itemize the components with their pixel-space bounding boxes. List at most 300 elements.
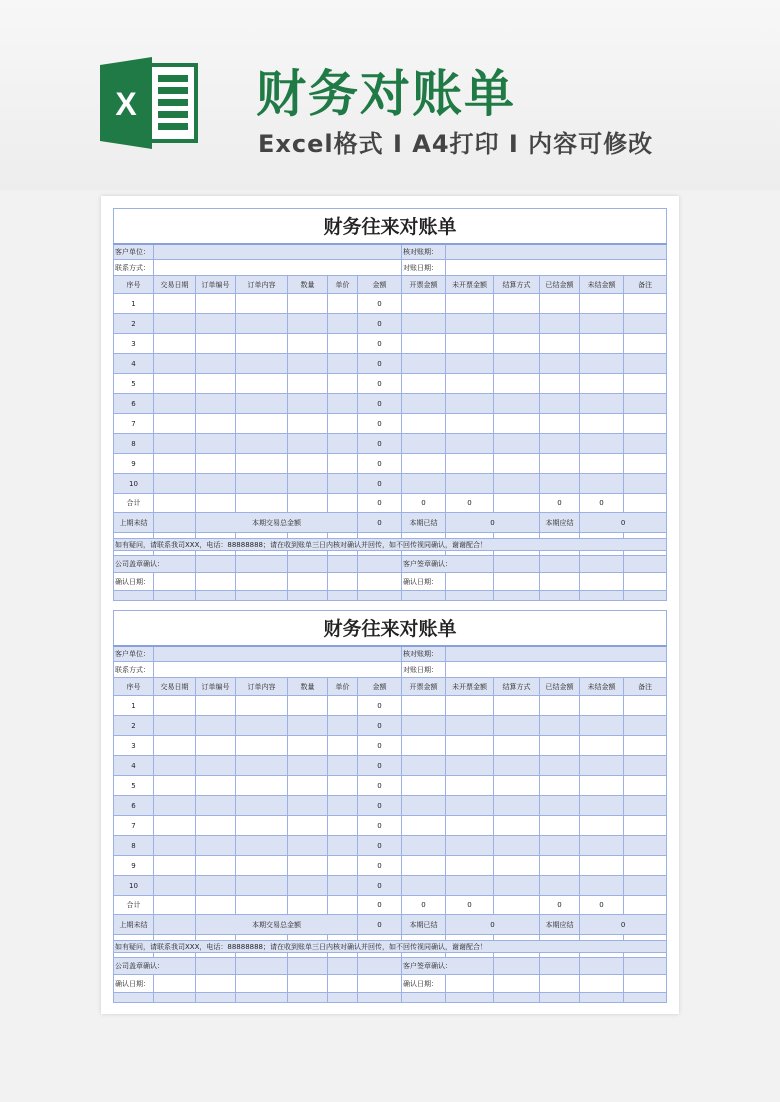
empty-cell[interactable]: [540, 776, 580, 796]
empty-cell[interactable]: [540, 796, 580, 816]
empty-cell[interactable]: [236, 876, 288, 896]
empty-cell[interactable]: [580, 796, 624, 816]
empty-cell[interactable]: [540, 374, 580, 394]
empty-cell[interactable]: [580, 736, 624, 756]
date-field[interactable]: [446, 662, 667, 678]
empty-cell[interactable]: [328, 374, 358, 394]
empty-cell[interactable]: [154, 354, 196, 374]
empty-cell[interactable]: [288, 856, 328, 876]
empty-cell[interactable]: [236, 836, 288, 856]
empty-cell[interactable]: [328, 434, 358, 454]
empty-cell[interactable]: [494, 314, 540, 334]
empty-cell[interactable]: [236, 314, 288, 334]
empty-cell[interactable]: [624, 836, 667, 856]
empty-cell[interactable]: [580, 354, 624, 374]
empty-cell[interactable]: [624, 696, 667, 716]
empty-cell[interactable]: [154, 816, 196, 836]
empty-cell[interactable]: [328, 556, 358, 573]
empty-cell[interactable]: [446, 876, 494, 896]
empty-cell[interactable]: [288, 836, 328, 856]
empty-cell[interactable]: [540, 314, 580, 334]
empty-cell[interactable]: [236, 736, 288, 756]
period-field[interactable]: [446, 646, 667, 662]
empty-cell[interactable]: [580, 756, 624, 776]
period-field[interactable]: [446, 244, 667, 260]
empty-cell[interactable]: [494, 696, 540, 716]
empty-cell[interactable]: [540, 354, 580, 374]
empty-cell[interactable]: [580, 573, 624, 591]
empty-cell[interactable]: [328, 494, 358, 513]
empty-cell[interactable]: [196, 374, 236, 394]
empty-cell[interactable]: [540, 958, 580, 975]
empty-cell[interactable]: [328, 816, 358, 836]
empty-cell[interactable]: [236, 856, 288, 876]
empty-cell[interactable]: [494, 294, 540, 314]
empty-cell[interactable]: [402, 591, 446, 601]
empty-cell[interactable]: [494, 836, 540, 856]
empty-cell[interactable]: [540, 573, 580, 591]
empty-cell[interactable]: [580, 374, 624, 394]
empty-cell[interactable]: [154, 454, 196, 474]
empty-cell[interactable]: [236, 414, 288, 434]
empty-cell[interactable]: [328, 836, 358, 856]
empty-cell[interactable]: [446, 454, 494, 474]
empty-cell[interactable]: [154, 394, 196, 414]
empty-cell[interactable]: [114, 993, 154, 1003]
empty-cell[interactable]: [358, 573, 402, 591]
empty-cell[interactable]: [288, 716, 328, 736]
empty-cell[interactable]: [494, 736, 540, 756]
empty-cell[interactable]: [446, 334, 494, 354]
empty-cell[interactable]: [358, 591, 402, 601]
empty-cell[interactable]: [154, 374, 196, 394]
empty-cell[interactable]: [446, 756, 494, 776]
empty-cell[interactable]: [196, 756, 236, 776]
empty-cell[interactable]: [446, 716, 494, 736]
empty-cell[interactable]: [624, 796, 667, 816]
empty-cell[interactable]: [402, 716, 446, 736]
empty-cell[interactable]: [540, 591, 580, 601]
empty-cell[interactable]: [154, 474, 196, 494]
empty-cell[interactable]: [196, 716, 236, 736]
empty-cell[interactable]: [236, 958, 288, 975]
empty-cell[interactable]: [446, 294, 494, 314]
empty-cell[interactable]: [494, 796, 540, 816]
empty-cell[interactable]: [288, 736, 328, 756]
empty-cell[interactable]: [624, 736, 667, 756]
empty-cell[interactable]: [624, 334, 667, 354]
empty-cell[interactable]: [624, 896, 667, 915]
empty-cell[interactable]: [624, 856, 667, 876]
empty-cell[interactable]: [402, 756, 446, 776]
empty-cell[interactable]: [154, 856, 196, 876]
empty-cell[interactable]: [288, 696, 328, 716]
empty-cell[interactable]: [288, 294, 328, 314]
empty-cell[interactable]: [580, 454, 624, 474]
empty-cell[interactable]: [540, 414, 580, 434]
empty-cell[interactable]: [494, 354, 540, 374]
empty-cell[interactable]: [540, 993, 580, 1003]
empty-cell[interactable]: [446, 474, 494, 494]
empty-cell[interactable]: [580, 836, 624, 856]
empty-cell[interactable]: [328, 696, 358, 716]
empty-cell[interactable]: [494, 374, 540, 394]
empty-cell[interactable]: [236, 993, 288, 1003]
empty-cell[interactable]: [154, 294, 196, 314]
empty-cell[interactable]: [196, 816, 236, 836]
empty-cell[interactable]: [196, 836, 236, 856]
contact-field[interactable]: [154, 260, 402, 276]
empty-cell[interactable]: [580, 816, 624, 836]
empty-cell[interactable]: [328, 756, 358, 776]
empty-cell[interactable]: [540, 696, 580, 716]
empty-cell[interactable]: [154, 836, 196, 856]
empty-cell[interactable]: [328, 975, 358, 993]
empty-cell[interactable]: [288, 591, 328, 601]
empty-cell[interactable]: [540, 756, 580, 776]
empty-cell[interactable]: [540, 294, 580, 314]
empty-cell[interactable]: [154, 573, 196, 591]
empty-cell[interactable]: [196, 993, 236, 1003]
empty-cell[interactable]: [358, 975, 402, 993]
empty-cell[interactable]: [236, 556, 288, 573]
empty-cell[interactable]: [446, 975, 494, 993]
empty-cell[interactable]: [328, 716, 358, 736]
empty-cell[interactable]: [624, 591, 667, 601]
empty-cell[interactable]: [328, 354, 358, 374]
empty-cell[interactable]: [624, 474, 667, 494]
empty-cell[interactable]: [288, 374, 328, 394]
empty-cell[interactable]: [154, 494, 196, 513]
customer-field[interactable]: [154, 244, 402, 260]
empty-cell[interactable]: [288, 756, 328, 776]
empty-cell[interactable]: [328, 414, 358, 434]
empty-cell[interactable]: [540, 556, 580, 573]
empty-cell[interactable]: [446, 434, 494, 454]
empty-cell[interactable]: [446, 816, 494, 836]
empty-cell[interactable]: [580, 856, 624, 876]
empty-cell[interactable]: [494, 434, 540, 454]
empty-cell[interactable]: [624, 876, 667, 896]
empty-cell[interactable]: [494, 716, 540, 736]
empty-cell[interactable]: [328, 314, 358, 334]
empty-cell[interactable]: [196, 573, 236, 591]
empty-cell[interactable]: [154, 915, 196, 935]
empty-cell[interactable]: [288, 573, 328, 591]
empty-cell[interactable]: [196, 876, 236, 896]
empty-cell[interactable]: [540, 816, 580, 836]
empty-cell[interactable]: [288, 394, 328, 414]
empty-cell[interactable]: [580, 334, 624, 354]
empty-cell[interactable]: [494, 816, 540, 836]
empty-cell[interactable]: [288, 494, 328, 513]
empty-cell[interactable]: [402, 334, 446, 354]
empty-cell[interactable]: [154, 896, 196, 915]
empty-cell[interactable]: [624, 573, 667, 591]
empty-cell[interactable]: [540, 434, 580, 454]
empty-cell[interactable]: [624, 494, 667, 513]
empty-cell[interactable]: [446, 736, 494, 756]
empty-cell[interactable]: [328, 394, 358, 414]
empty-cell[interactable]: [154, 696, 196, 716]
empty-cell[interactable]: [446, 856, 494, 876]
empty-cell[interactable]: [446, 573, 494, 591]
empty-cell[interactable]: [540, 975, 580, 993]
empty-cell[interactable]: [580, 414, 624, 434]
empty-cell[interactable]: [446, 354, 494, 374]
empty-cell[interactable]: [328, 776, 358, 796]
empty-cell[interactable]: [154, 716, 196, 736]
empty-cell[interactable]: [154, 756, 196, 776]
empty-cell[interactable]: [196, 454, 236, 474]
empty-cell[interactable]: [494, 414, 540, 434]
empty-cell[interactable]: [580, 294, 624, 314]
empty-cell[interactable]: [540, 716, 580, 736]
empty-cell[interactable]: [236, 756, 288, 776]
empty-cell[interactable]: [328, 294, 358, 314]
empty-cell[interactable]: [154, 314, 196, 334]
empty-cell[interactable]: [154, 334, 196, 354]
empty-cell[interactable]: [624, 756, 667, 776]
empty-cell[interactable]: [236, 354, 288, 374]
empty-cell[interactable]: [624, 414, 667, 434]
empty-cell[interactable]: [446, 591, 494, 601]
empty-cell[interactable]: [494, 556, 540, 573]
empty-cell[interactable]: [288, 314, 328, 334]
empty-cell[interactable]: [196, 896, 236, 915]
empty-cell[interactable]: [328, 958, 358, 975]
empty-cell[interactable]: [154, 414, 196, 434]
empty-cell[interactable]: [288, 414, 328, 434]
empty-cell[interactable]: [494, 494, 540, 513]
empty-cell[interactable]: [328, 736, 358, 756]
empty-cell[interactable]: [494, 756, 540, 776]
empty-cell[interactable]: [154, 796, 196, 816]
empty-cell[interactable]: [624, 556, 667, 573]
empty-cell[interactable]: [236, 374, 288, 394]
empty-cell[interactable]: [624, 776, 667, 796]
empty-cell[interactable]: [624, 394, 667, 414]
empty-cell[interactable]: [402, 294, 446, 314]
empty-cell[interactable]: [540, 876, 580, 896]
empty-cell[interactable]: [236, 975, 288, 993]
empty-cell[interactable]: [358, 556, 402, 573]
empty-cell[interactable]: [402, 414, 446, 434]
empty-cell[interactable]: [196, 591, 236, 601]
empty-cell[interactable]: [494, 876, 540, 896]
empty-cell[interactable]: [236, 434, 288, 454]
empty-cell[interactable]: [358, 958, 402, 975]
empty-cell[interactable]: [154, 434, 196, 454]
empty-cell[interactable]: [288, 796, 328, 816]
empty-cell[interactable]: [288, 776, 328, 796]
empty-cell[interactable]: [288, 434, 328, 454]
empty-cell[interactable]: [540, 736, 580, 756]
empty-cell[interactable]: [580, 716, 624, 736]
empty-cell[interactable]: [328, 896, 358, 915]
empty-cell[interactable]: [540, 836, 580, 856]
empty-cell[interactable]: [494, 454, 540, 474]
empty-cell[interactable]: [236, 334, 288, 354]
empty-cell[interactable]: [624, 816, 667, 836]
empty-cell[interactable]: [328, 796, 358, 816]
empty-cell[interactable]: [196, 494, 236, 513]
empty-cell[interactable]: [494, 958, 540, 975]
empty-cell[interactable]: [402, 776, 446, 796]
empty-cell[interactable]: [580, 556, 624, 573]
empty-cell[interactable]: [624, 374, 667, 394]
empty-cell[interactable]: [288, 958, 328, 975]
empty-cell[interactable]: [540, 856, 580, 876]
empty-cell[interactable]: [624, 993, 667, 1003]
empty-cell[interactable]: [196, 736, 236, 756]
empty-cell[interactable]: [154, 876, 196, 896]
empty-cell[interactable]: [580, 958, 624, 975]
empty-cell[interactable]: [328, 993, 358, 1003]
empty-cell[interactable]: [494, 334, 540, 354]
empty-cell[interactable]: [446, 796, 494, 816]
empty-cell[interactable]: [236, 896, 288, 915]
empty-cell[interactable]: [236, 816, 288, 836]
empty-cell[interactable]: [236, 454, 288, 474]
empty-cell[interactable]: [580, 591, 624, 601]
empty-cell[interactable]: [236, 696, 288, 716]
empty-cell[interactable]: [580, 993, 624, 1003]
empty-cell[interactable]: [624, 294, 667, 314]
empty-cell[interactable]: [328, 876, 358, 896]
empty-cell[interactable]: [196, 334, 236, 354]
empty-cell[interactable]: [236, 394, 288, 414]
empty-cell[interactable]: [446, 314, 494, 334]
empty-cell[interactable]: [580, 975, 624, 993]
empty-cell[interactable]: [580, 314, 624, 334]
empty-cell[interactable]: [196, 434, 236, 454]
empty-cell[interactable]: [196, 294, 236, 314]
empty-cell[interactable]: [328, 454, 358, 474]
empty-cell[interactable]: [624, 314, 667, 334]
empty-cell[interactable]: [236, 716, 288, 736]
empty-cell[interactable]: [624, 454, 667, 474]
empty-cell[interactable]: [494, 856, 540, 876]
empty-cell[interactable]: [446, 776, 494, 796]
empty-cell[interactable]: [196, 856, 236, 876]
empty-cell[interactable]: [540, 474, 580, 494]
empty-cell[interactable]: [402, 394, 446, 414]
empty-cell[interactable]: [288, 993, 328, 1003]
empty-cell[interactable]: [494, 591, 540, 601]
empty-cell[interactable]: [580, 696, 624, 716]
empty-cell[interactable]: [580, 434, 624, 454]
empty-cell[interactable]: [328, 573, 358, 591]
empty-cell[interactable]: [402, 354, 446, 374]
empty-cell[interactable]: [154, 975, 196, 993]
empty-cell[interactable]: [402, 876, 446, 896]
empty-cell[interactable]: [288, 896, 328, 915]
empty-cell[interactable]: [196, 394, 236, 414]
empty-cell[interactable]: [196, 314, 236, 334]
empty-cell[interactable]: [402, 856, 446, 876]
empty-cell[interactable]: [624, 716, 667, 736]
empty-cell[interactable]: [196, 696, 236, 716]
empty-cell[interactable]: [154, 993, 196, 1003]
empty-cell[interactable]: [236, 294, 288, 314]
empty-cell[interactable]: [196, 354, 236, 374]
empty-cell[interactable]: [236, 494, 288, 513]
empty-cell[interactable]: [154, 591, 196, 601]
empty-cell[interactable]: [114, 591, 154, 601]
empty-cell[interactable]: [236, 776, 288, 796]
empty-cell[interactable]: [288, 876, 328, 896]
empty-cell[interactable]: [446, 374, 494, 394]
empty-cell[interactable]: [358, 993, 402, 1003]
empty-cell[interactable]: [196, 474, 236, 494]
empty-cell[interactable]: [402, 796, 446, 816]
empty-cell[interactable]: [154, 513, 196, 533]
empty-cell[interactable]: [494, 776, 540, 796]
empty-cell[interactable]: [288, 556, 328, 573]
empty-cell[interactable]: [402, 836, 446, 856]
empty-cell[interactable]: [288, 334, 328, 354]
empty-cell[interactable]: [154, 736, 196, 756]
empty-cell[interactable]: [580, 776, 624, 796]
empty-cell[interactable]: [540, 394, 580, 414]
empty-cell[interactable]: [236, 796, 288, 816]
empty-cell[interactable]: [446, 414, 494, 434]
empty-cell[interactable]: [402, 696, 446, 716]
customer-field[interactable]: [154, 646, 402, 662]
empty-cell[interactable]: [288, 354, 328, 374]
empty-cell[interactable]: [402, 474, 446, 494]
empty-cell[interactable]: [446, 836, 494, 856]
empty-cell[interactable]: [236, 573, 288, 591]
empty-cell[interactable]: [236, 591, 288, 601]
empty-cell[interactable]: [288, 454, 328, 474]
empty-cell[interactable]: [624, 958, 667, 975]
empty-cell[interactable]: [402, 314, 446, 334]
empty-cell[interactable]: [446, 993, 494, 1003]
empty-cell[interactable]: [540, 454, 580, 474]
empty-cell[interactable]: [580, 876, 624, 896]
empty-cell[interactable]: [402, 736, 446, 756]
empty-cell[interactable]: [288, 975, 328, 993]
empty-cell[interactable]: [196, 556, 236, 573]
empty-cell[interactable]: [494, 896, 540, 915]
empty-cell[interactable]: [154, 776, 196, 796]
empty-cell[interactable]: [236, 474, 288, 494]
empty-cell[interactable]: [402, 993, 446, 1003]
empty-cell[interactable]: [624, 434, 667, 454]
empty-cell[interactable]: [494, 394, 540, 414]
empty-cell[interactable]: [494, 975, 540, 993]
empty-cell[interactable]: [624, 975, 667, 993]
empty-cell[interactable]: [328, 856, 358, 876]
empty-cell[interactable]: [288, 474, 328, 494]
empty-cell[interactable]: [580, 474, 624, 494]
empty-cell[interactable]: [196, 958, 236, 975]
date-field[interactable]: [446, 260, 667, 276]
empty-cell[interactable]: [402, 816, 446, 836]
empty-cell[interactable]: [328, 474, 358, 494]
empty-cell[interactable]: [196, 776, 236, 796]
empty-cell[interactable]: [402, 374, 446, 394]
empty-cell[interactable]: [402, 454, 446, 474]
empty-cell[interactable]: [494, 573, 540, 591]
contact-field[interactable]: [154, 662, 402, 678]
empty-cell[interactable]: [624, 354, 667, 374]
empty-cell[interactable]: [494, 474, 540, 494]
empty-cell[interactable]: [540, 334, 580, 354]
empty-cell[interactable]: [328, 334, 358, 354]
